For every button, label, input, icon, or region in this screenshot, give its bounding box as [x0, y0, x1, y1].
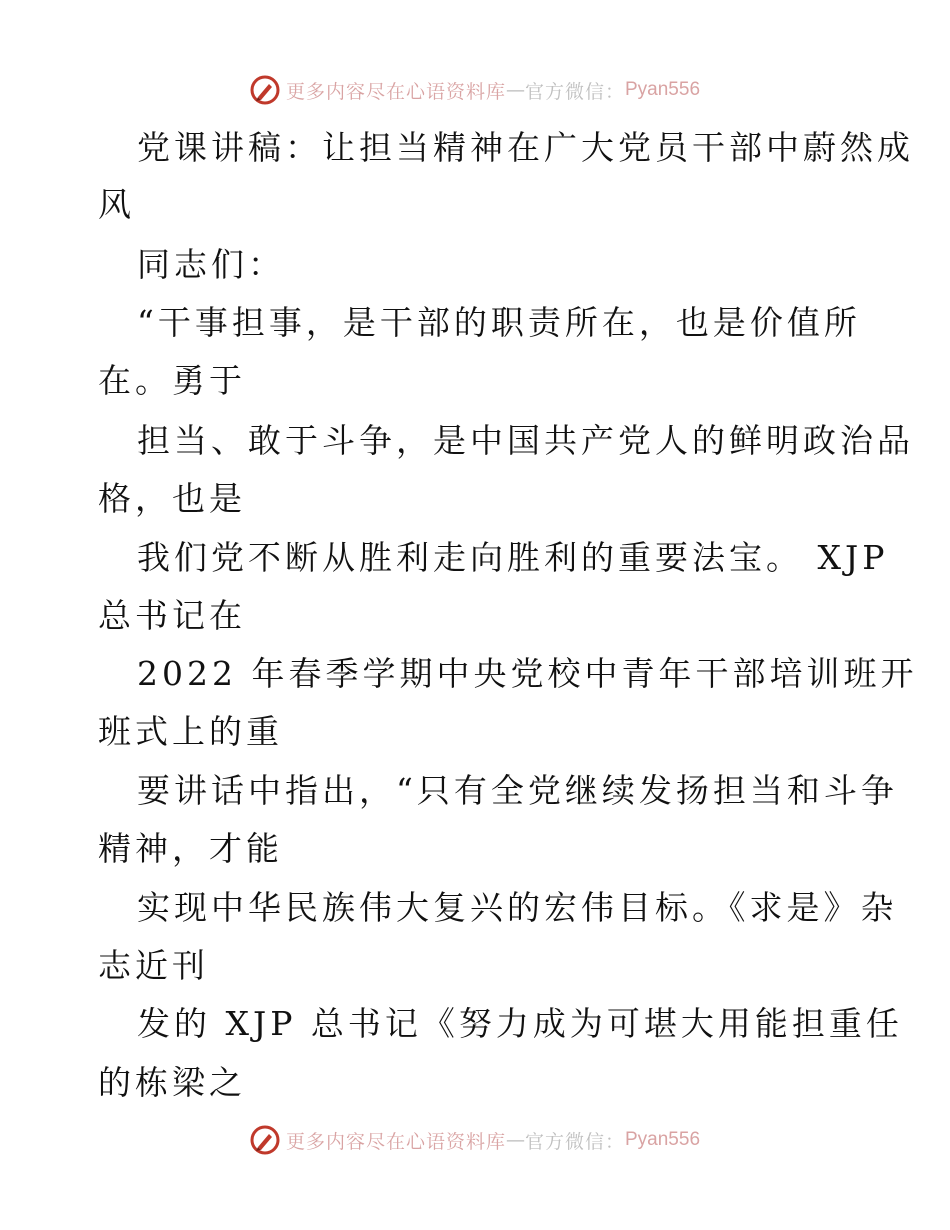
- paragraph-line: 精神，才能: [98, 829, 283, 868]
- paragraph-line: 在。勇于: [98, 361, 246, 400]
- banner-separator: —: [505, 79, 525, 101]
- banner-wechat-label: 官方微信：: [524, 80, 625, 103]
- paragraph-line: 担当、敢于斗争，是中国共产党人的鲜明政治品: [137, 421, 914, 460]
- paragraph-line: 我们党不断从胜利走向胜利的重要法宝。 XJP: [137, 538, 889, 577]
- paragraph-line: 实现中华民族伟大复兴的宏伟目标。《求是》杂: [137, 888, 898, 927]
- footer-banner: [0, 1120, 950, 1160]
- banner-account: Pyan556: [625, 79, 701, 100]
- paragraph-line: 志近刊: [98, 946, 209, 985]
- banner-brand: 更多内容尽在心语资料库: [285, 1130, 506, 1153]
- banner-account: Pyan556: [625, 1129, 701, 1150]
- salutation: 同志们：: [137, 245, 285, 284]
- doc-title-line: 党课讲稿：让担当精神在广大党员干部中蔚然成: [137, 128, 914, 167]
- header-banner: [0, 70, 950, 110]
- banner-separator: —: [505, 1129, 525, 1151]
- paragraph-line: 的栋梁之: [98, 1063, 246, 1102]
- paragraph-line: 2022 年春季学期中央党校中青年干部培训班开: [137, 654, 918, 693]
- paragraph-line: 要讲话中指出，“只有全党继续发扬担当和斗争: [137, 771, 898, 810]
- paragraph-line: 总书记在: [98, 596, 246, 635]
- paragraph-line: 发的 XJP 总书记《努力成为可堪大用能担重任: [137, 1004, 903, 1043]
- pen-logo-icon: [250, 1125, 280, 1155]
- pen-logo-icon: [250, 75, 280, 105]
- banner-wechat-label: 官方微信：: [524, 1130, 625, 1153]
- paragraph-line: 班式上的重: [98, 712, 283, 751]
- paragraph-line: 格，也是: [98, 479, 246, 518]
- doc-title-line: 风: [98, 185, 135, 224]
- paragraph-line: “干事担事，是干部的职责所在，也是价值所: [137, 303, 861, 342]
- banner-brand: 更多内容尽在心语资料库: [285, 80, 506, 103]
